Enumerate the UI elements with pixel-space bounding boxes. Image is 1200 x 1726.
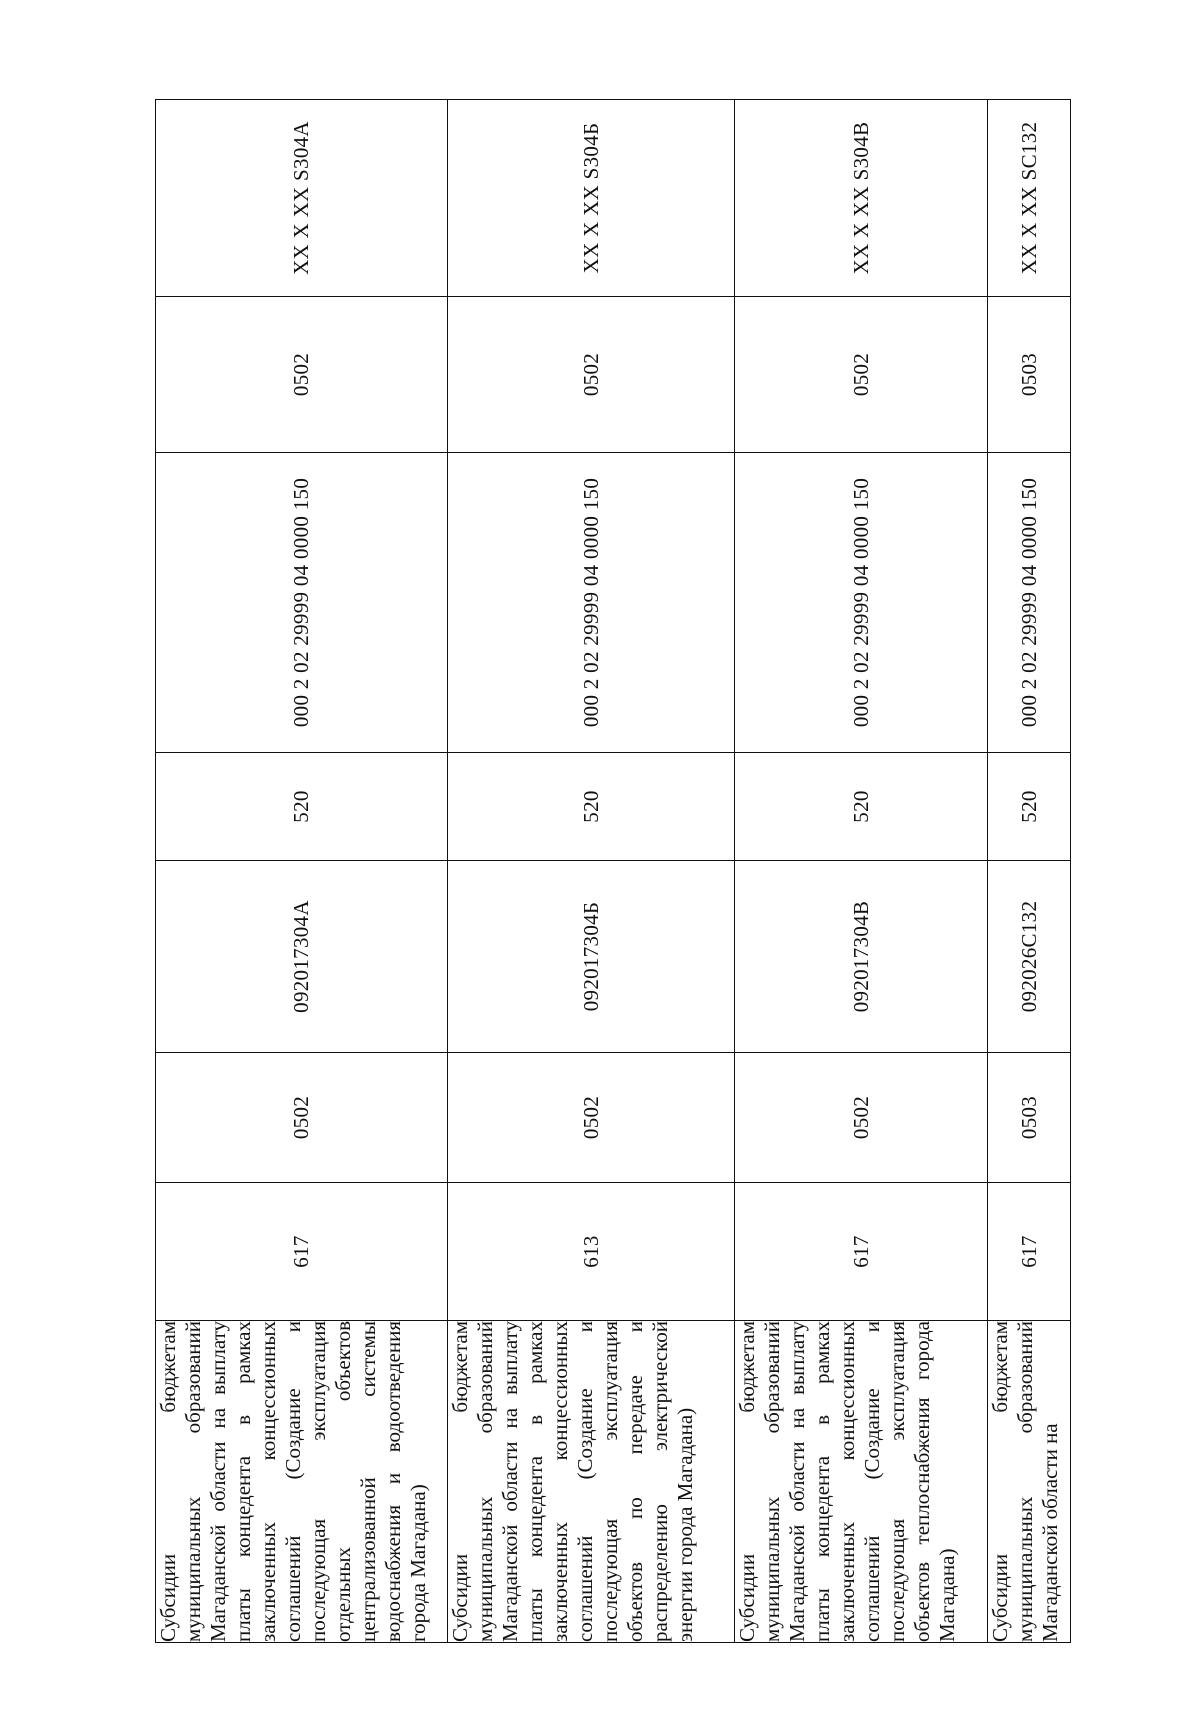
recipient-section-cell: 0502	[156, 297, 448, 453]
expense-type-cell: 520	[156, 753, 448, 861]
recipient-section-cell: 0502	[448, 297, 735, 453]
target-article-cell: 092017304Б	[448, 861, 735, 1053]
section-code-cell: 0502	[156, 1053, 448, 1183]
description-cell: Субсидии бюджетам муниципальных образований Магаданской области на выплату платы концедента в рамках заключенных концессионных соглашений (Создание и последующая эксплуатация объектов теплоснабжения города Магадана)	[735, 1321, 988, 1643]
income-code-cell: 000 2 02 29999 04 0000 150	[448, 453, 735, 753]
grbs-code-cell: 617	[988, 1183, 1071, 1321]
section-code-cell: 0503	[988, 1053, 1071, 1183]
expense-type-cell: 520	[735, 753, 988, 861]
recipient-code-cell: XX X XX S304A	[156, 100, 448, 297]
section-code-cell: 0502	[448, 1053, 735, 1183]
description-cell: Субсидии бюджетам муниципальных образований Магаданской области на	[988, 1321, 1071, 1643]
description-cell: Субсидии бюджетам муниципальных образований Магаданской области на выплату платы концедента в рамках заключенных концессионных соглашений (Создание и последующая эксплуатация объектов по передаче и распределению электрической энергии города Магадана)	[448, 1321, 735, 1643]
recipient-code-cell: XX X XX SC132	[988, 100, 1071, 297]
target-article-cell: 092017304А	[156, 861, 448, 1053]
grbs-code-cell: 617	[156, 1183, 448, 1321]
recipient-section-cell: 0503	[988, 297, 1071, 453]
recipient-section-cell: 0502	[735, 297, 988, 453]
recipient-code-cell: XX X XX S304B	[735, 100, 988, 297]
expense-type-cell: 520	[448, 753, 735, 861]
income-code-cell: 000 2 02 29999 04 0000 150	[156, 453, 448, 753]
section-code-cell: 0502	[735, 1053, 988, 1183]
income-code-cell: 000 2 02 29999 04 0000 150	[735, 453, 988, 753]
grbs-code-cell: 613	[448, 1183, 735, 1321]
rotated-page	[155, 100, 1070, 1643]
recipient-code-cell: XX X XX S304Б	[448, 100, 735, 297]
target-article-cell: 092026С132	[988, 861, 1071, 1053]
budget-classification-table	[155, 99, 1071, 1643]
income-code-cell: 000 2 02 29999 04 0000 150	[988, 453, 1071, 753]
expense-type-cell: 520	[988, 753, 1071, 861]
table-row	[156, 100, 448, 1643]
grbs-code-cell: 617	[735, 1183, 988, 1321]
table-row	[448, 100, 735, 1643]
target-article-cell: 092017304В	[735, 861, 988, 1053]
table-row	[988, 100, 1071, 1643]
description-cell: Субсидии бюджетам муниципальных образований Магаданской области на выплату платы концедента в рамках заключенных концессионных соглашений (Создание и последующая эксплуатация отдельных объектов централизованной системы водоснабжения и водоотведения города Магадана)	[156, 1321, 448, 1643]
table-row	[735, 100, 988, 1643]
